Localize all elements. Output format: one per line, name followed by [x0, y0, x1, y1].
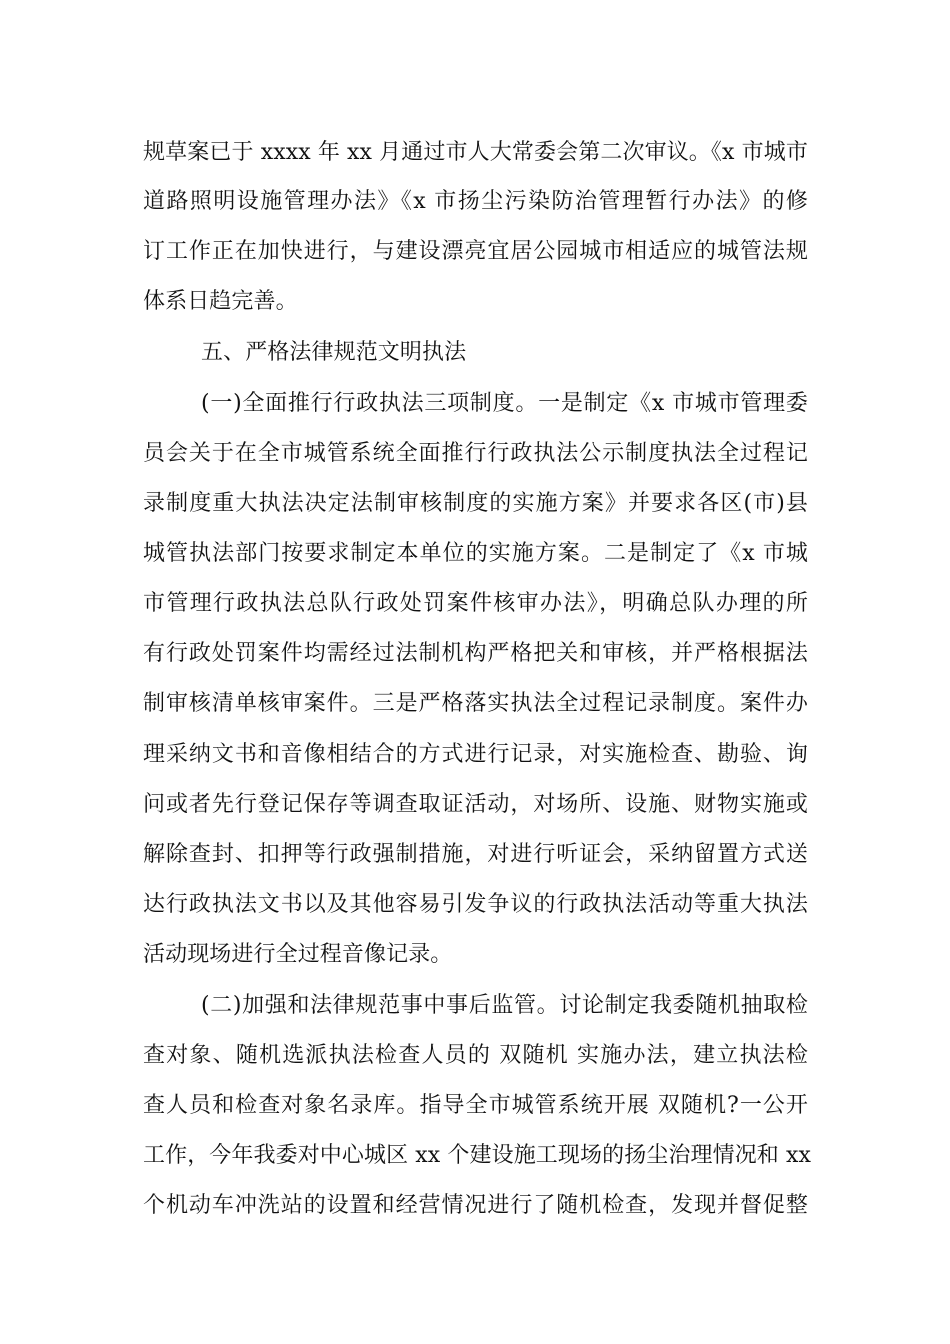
- text-line: 员会关于在全市城管系统全面推行行政执法公示制度执法全过程记: [143, 441, 808, 466]
- text-line: 问或者先行登记保存等调查取证活动，对场所、设施、财物实施或: [143, 792, 808, 817]
- text-line: (一)全面推行行政执法三项制度。一是制定《x 市城市管理委: [201, 391, 808, 416]
- text-line: 订工作正在加快进行，与建设漂亮宜居公园城市相适应的城管法规: [143, 239, 808, 264]
- section-heading: 五、严格法律规范文明执法: [201, 340, 467, 365]
- text-line: 达行政执法文书以及其他容易引发争议的行政执法活动等重大执法: [143, 892, 808, 917]
- text-line: 活动现场进行全过程音像记录。: [143, 942, 453, 967]
- text-line: 制审核清单核审案件。三是严格落实执法全过程记录制度。案件办: [143, 691, 808, 716]
- text-line: 查人员和检查对象名录库。指导全市城管系统开展 双随机?一公开: [143, 1093, 808, 1118]
- text-line: 解除查封、扣押等行政强制措施，对进行听证会，采纳留置方式送: [143, 842, 808, 867]
- text-line: 市管理行政执法总队行政处罚案件核审办法》，明确总队办理的所: [143, 591, 808, 616]
- text-line: 有行政处罚案件均需经过法制机构严格把关和审核，并严格根据法: [143, 641, 808, 666]
- text-line: 查对象、随机选派执法检查人员的 双随机 实施办法，建立执法检: [143, 1043, 808, 1068]
- text-line: 录制度重大执法决定法制审核制度的实施方案》并要求各区(市)县: [143, 491, 808, 516]
- text-line: 规草案已于 xxxx 年 xx 月通过市人大常委会第二次审议。《x 市城市: [143, 140, 808, 165]
- text-line: 工作，今年我委对中心城区 xx 个建设施工现场的扬尘治理情况和 xx: [143, 1143, 812, 1168]
- text-line: 体系日趋完善。: [143, 289, 298, 314]
- text-line: (二)加强和法律规范事中事后监管。讨论制定我委随机抽取检: [201, 993, 808, 1018]
- text-line: 城管执法部门按要求制定本单位的实施方案。二是制定了《x 市城: [143, 541, 808, 566]
- text-line: 理采纳文书和音像相结合的方式进行记录，对实施检查、勘验、询: [143, 742, 808, 767]
- text-line: 个机动车冲洗站的设置和经营情况进行了随机检查，发现并督促整: [143, 1193, 808, 1218]
- text-line: 道路照明设施管理办法》《x 市扬尘污染防治管理暂行办法》的修: [143, 189, 808, 214]
